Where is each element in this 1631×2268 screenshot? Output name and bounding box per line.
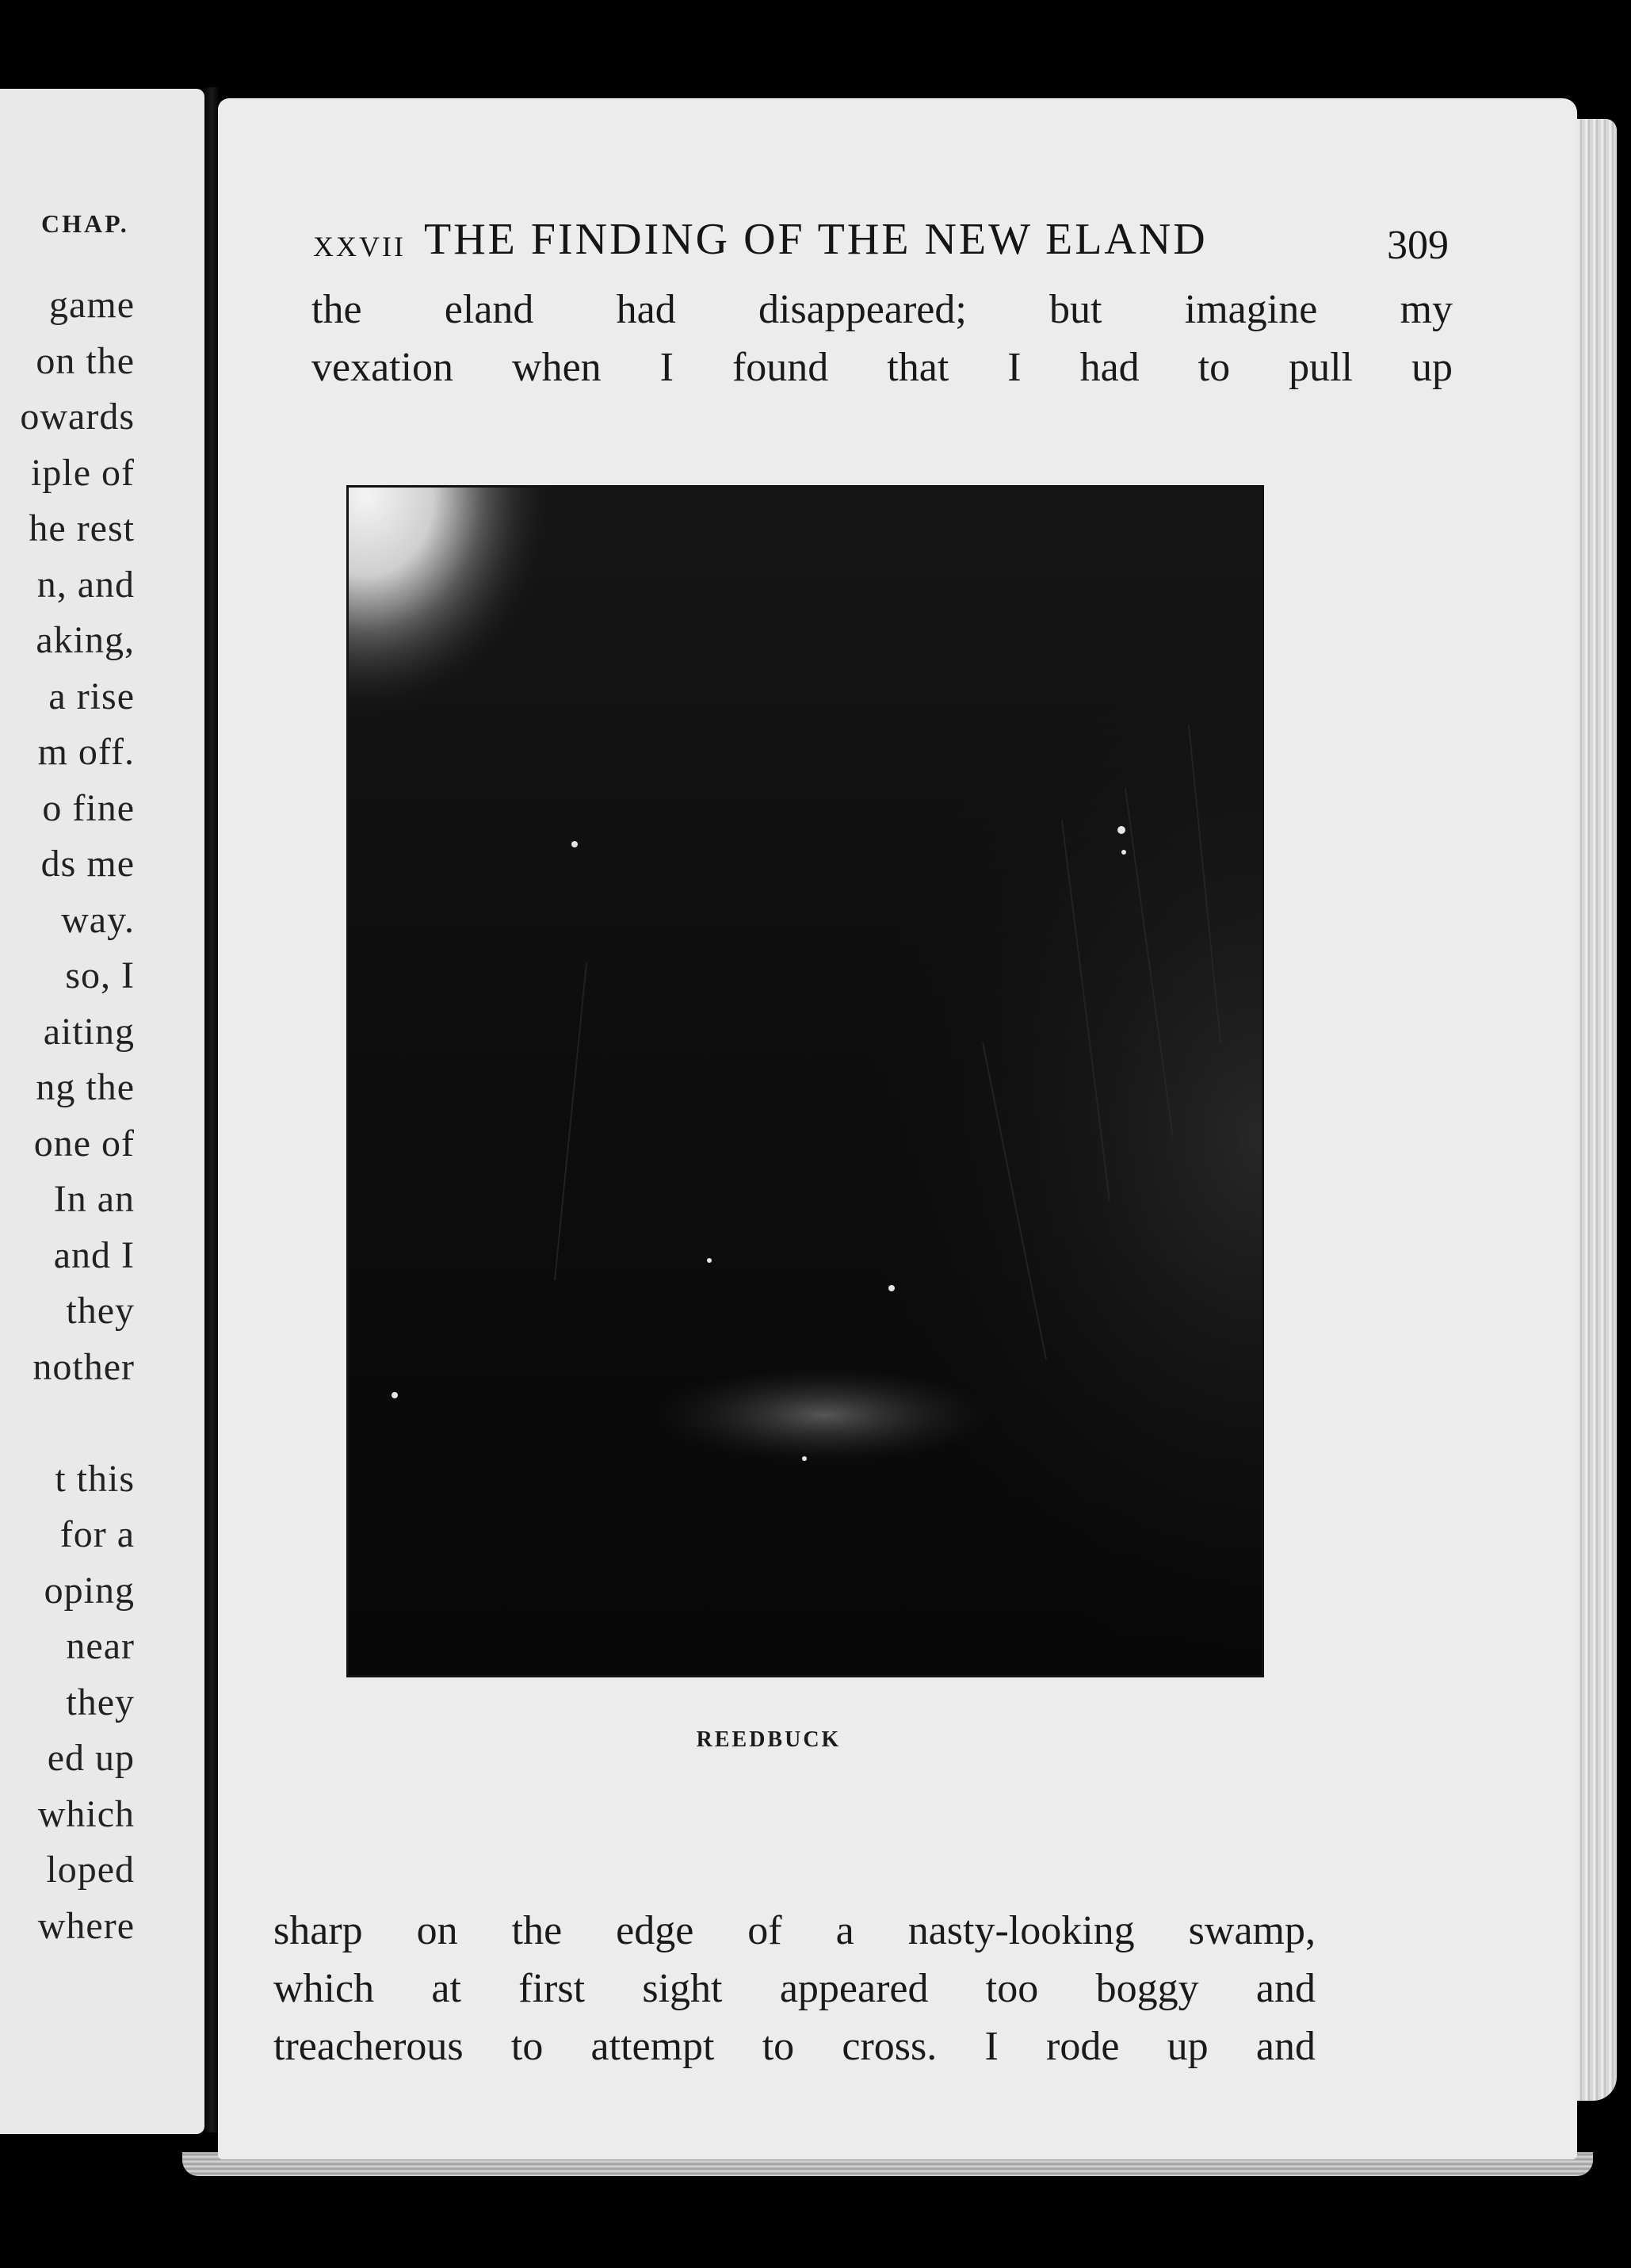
text-line: treacherous to attempt to cross. I rode up and: [273, 2024, 1316, 2069]
left-text-fragment: game: [49, 284, 135, 326]
photo-image: [349, 488, 1262, 1675]
left-text-fragment: so, I: [65, 954, 135, 996]
book-spine: [204, 87, 219, 2132]
left-text-fragment: they: [66, 1290, 135, 1332]
left-text-fragment: for a: [59, 1513, 135, 1555]
left-text-fragment: near: [66, 1625, 135, 1667]
left-text-fragment: t this: [55, 1457, 135, 1500]
left-text-fragment: iple of: [31, 451, 135, 494]
text-line: sharp on the edge of a nasty-looking swamp,: [273, 1908, 1316, 1953]
left-text-fragment: In an: [53, 1178, 135, 1220]
text-line: which at first sight appeared too boggy and: [273, 1966, 1316, 2011]
text-line: vexation when I found that I had to pull up: [311, 345, 1453, 390]
left-text-fragment: on the: [36, 339, 135, 382]
text-before-plate: [311, 281, 1453, 396]
right-page: [218, 98, 1577, 2159]
page-number: 309: [1387, 223, 1449, 268]
left-text-fragment: n, and: [36, 563, 135, 606]
running-header: [313, 214, 1454, 277]
left-text-fragment: ds me: [40, 843, 135, 885]
left-text-fragment: and I: [53, 1233, 135, 1276]
text-line: the eland had disappeared; but imagine my: [311, 287, 1453, 332]
left-text-fragment: a rise: [48, 675, 135, 717]
left-text-fragment: ed up: [47, 1737, 135, 1779]
left-text-fragment: oping: [44, 1569, 135, 1612]
reedbuck-photo-plate: [346, 485, 1264, 1677]
left-text-fragment: loped: [46, 1849, 135, 1891]
left-text-fragment: way.: [61, 898, 135, 941]
left-text-fragment: they: [66, 1681, 135, 1723]
left-text-fragment: nother: [32, 1345, 135, 1388]
left-running-chapter: CHAP.: [41, 209, 129, 238]
left-text-fragment: aiting: [43, 1010, 135, 1053]
left-text-fragment: aking,: [36, 619, 135, 661]
left-text-fragment: he rest: [29, 507, 135, 549]
left-page: [0, 89, 204, 2134]
left-text-fragment: ng the: [36, 1066, 135, 1108]
text-after-plate: [273, 1902, 1316, 2075]
left-text-fragment: owards: [20, 396, 135, 438]
left-text-fragment: o fine: [42, 786, 135, 829]
running-title: THE FINDING OF THE NEW ELAND: [424, 215, 1208, 264]
plate-caption: REEDBUCK: [696, 1727, 842, 1752]
left-text-fragment: m off.: [37, 731, 135, 773]
running-chapter: XXVII: [313, 231, 406, 262]
left-text-fragment: where: [37, 1904, 135, 1947]
left-text-fragment: one of: [33, 1122, 135, 1165]
left-text-fragment: which: [37, 1792, 135, 1835]
